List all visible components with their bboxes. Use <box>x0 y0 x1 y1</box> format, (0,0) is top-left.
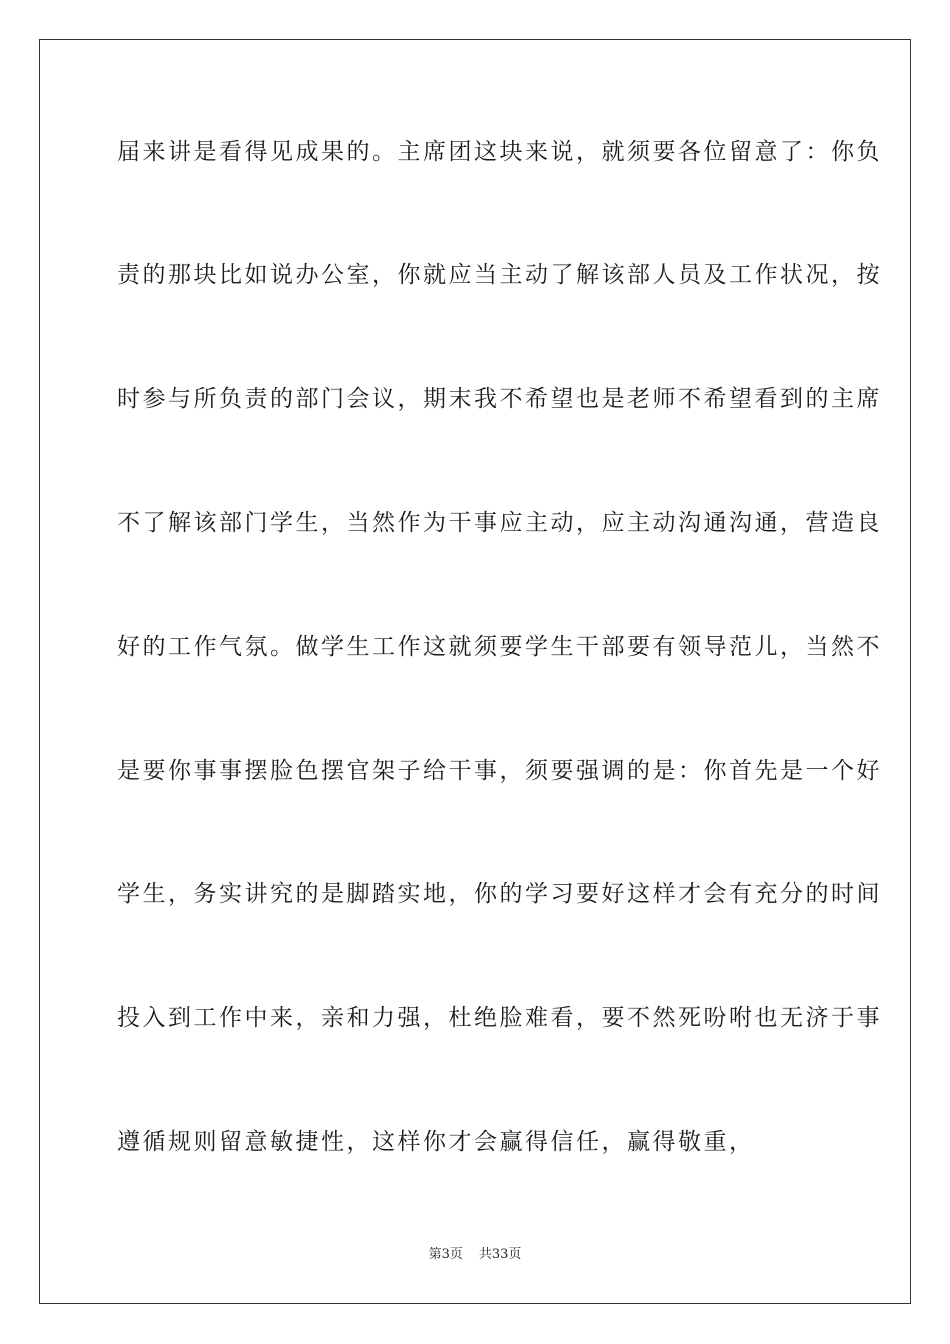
text-line: 责的那块比如说办公室，你就应当主动了解该部人员及工作状况，按 <box>117 262 882 288</box>
text-line: 是要你事事摆脸色摆官架子给干事，须要强调的是：你首先是一个好 <box>117 758 882 784</box>
page-border <box>39 39 911 1304</box>
page-footer <box>0 1246 950 1264</box>
text-line: 学生，务实讲究的是脚踏实地，你的学习要好这样才会有充分的时间 <box>117 881 882 907</box>
page-total: 共33页 <box>478 1247 522 1262</box>
text-line: 不了解该部门学生，当然作为干事应主动，应主动沟通沟通，营造良 <box>117 510 882 536</box>
text-line: 遵循规则留意敏捷性，这样你才会赢得信任，赢得敬重， <box>117 1129 755 1155</box>
text-line: 时参与所负责的部门会议，期末我不希望也是老师不希望看到的主席 <box>117 386 882 412</box>
text-line: 届来讲是看得见成果的。主席团这块来说，就须要各位留意了：你负 <box>117 139 882 165</box>
text-line: 投入到工作中来，亲和力强，杜绝脸难看，要不然死吩咐也无济于事 <box>117 1005 882 1031</box>
text-line: 好的工作气氛。做学生工作这就须要学生干部要有领导范儿，当然不 <box>117 634 882 660</box>
page-number: 第3页 <box>428 1247 463 1262</box>
